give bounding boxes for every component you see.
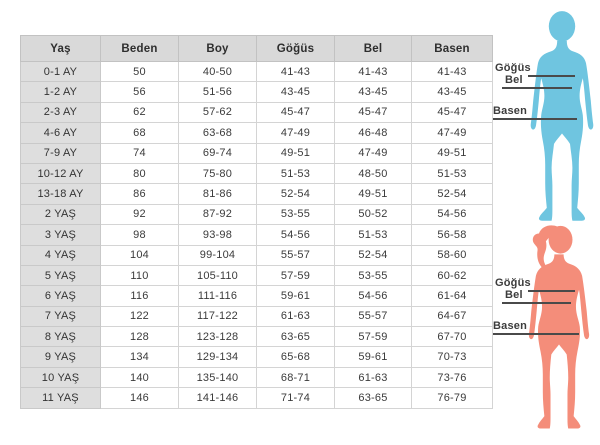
table-row <box>21 286 493 306</box>
value-cell: 75-80 <box>179 163 257 183</box>
value-cell: 76-79 <box>412 388 493 408</box>
girl-chest-label: Göğüs <box>495 277 531 289</box>
value-cell: 146 <box>101 388 179 408</box>
value-cell: 60-62 <box>412 265 493 285</box>
value-cell: 52-54 <box>257 184 335 204</box>
value-cell: 87-92 <box>179 204 257 224</box>
value-cell: 134 <box>101 347 179 367</box>
value-cell: 52-54 <box>335 245 412 265</box>
value-cell: 49-51 <box>257 143 335 163</box>
table-row <box>21 204 493 224</box>
value-cell: 47-49 <box>257 123 335 143</box>
age-cell: 7-9 AY <box>21 143 101 163</box>
table-row <box>21 347 493 367</box>
value-cell: 53-55 <box>335 265 412 285</box>
value-cell: 54-56 <box>257 225 335 245</box>
value-cell: 55-57 <box>257 245 335 265</box>
value-cell: 92 <box>101 204 179 224</box>
value-cell: 74 <box>101 143 179 163</box>
value-cell: 46-48 <box>335 123 412 143</box>
value-cell: 99-104 <box>179 245 257 265</box>
table-row <box>21 82 493 102</box>
col-header-hip: Basen <box>412 36 493 62</box>
value-cell: 50 <box>101 62 179 82</box>
value-cell: 110 <box>101 265 179 285</box>
table-row <box>21 184 493 204</box>
table-row <box>21 327 493 347</box>
age-cell: 6 YAŞ <box>21 286 101 306</box>
value-cell: 59-61 <box>335 347 412 367</box>
value-cell: 140 <box>101 367 179 387</box>
age-cell: 10-12 AY <box>21 163 101 183</box>
age-cell: 0-1 AY <box>21 62 101 82</box>
table-row <box>21 225 493 245</box>
value-cell: 70-73 <box>412 347 493 367</box>
value-cell: 128 <box>101 327 179 347</box>
value-cell: 63-65 <box>335 388 412 408</box>
value-cell: 41-43 <box>412 62 493 82</box>
col-header-age: Yaş <box>21 36 101 62</box>
value-cell: 51-56 <box>179 82 257 102</box>
value-cell: 54-56 <box>412 204 493 224</box>
size-table-header <box>21 36 493 62</box>
table-row <box>21 245 493 265</box>
value-cell: 55-57 <box>335 306 412 326</box>
value-cell: 45-47 <box>412 102 493 122</box>
value-cell: 86 <box>101 184 179 204</box>
girl-hip-measure <box>493 321 579 335</box>
header-row <box>21 36 493 62</box>
value-cell: 53-55 <box>257 204 335 224</box>
value-cell: 61-63 <box>335 367 412 387</box>
value-cell: 81-86 <box>179 184 257 204</box>
age-cell: 13-18 AY <box>21 184 101 204</box>
value-cell: 58-60 <box>412 245 493 265</box>
table-row <box>21 62 493 82</box>
value-cell: 61-63 <box>257 306 335 326</box>
value-cell: 105-110 <box>179 265 257 285</box>
age-cell: 1-2 AY <box>21 82 101 102</box>
value-cell: 52-54 <box>412 184 493 204</box>
boy-waist-line <box>502 87 572 89</box>
value-cell: 62 <box>101 102 179 122</box>
age-cell: 10 YAŞ <box>21 367 101 387</box>
boy-head <box>549 11 575 41</box>
age-cell: 7 YAŞ <box>21 306 101 326</box>
value-cell: 129-134 <box>179 347 257 367</box>
value-cell: 41-43 <box>335 62 412 82</box>
value-cell: 45-47 <box>335 102 412 122</box>
value-cell: 122 <box>101 306 179 326</box>
value-cell: 57-62 <box>179 102 257 122</box>
value-cell: 63-68 <box>179 123 257 143</box>
value-cell: 51-53 <box>335 225 412 245</box>
value-cell: 56 <box>101 82 179 102</box>
value-cell: 51-53 <box>412 163 493 183</box>
table-row <box>21 143 493 163</box>
value-cell: 49-51 <box>335 184 412 204</box>
value-cell: 80 <box>101 163 179 183</box>
age-cell: 8 YAŞ <box>21 327 101 347</box>
boy-hip-label: Basen <box>493 105 528 117</box>
girl-hip-label: Basen <box>493 320 528 332</box>
age-cell: 5 YAŞ <box>21 265 101 285</box>
girl-hip-line <box>493 333 579 335</box>
girl-head <box>549 226 573 254</box>
boy-hip-line <box>493 118 577 120</box>
boy-chest-label: Göğüs <box>495 62 531 74</box>
value-cell: 68 <box>101 123 179 143</box>
age-cell: 2 YAŞ <box>21 204 101 224</box>
value-cell: 49-51 <box>412 143 493 163</box>
value-cell: 104 <box>101 245 179 265</box>
col-header-waist: Bel <box>335 36 412 62</box>
value-cell: 51-53 <box>257 163 335 183</box>
value-cell: 61-64 <box>412 286 493 306</box>
value-cell: 71-74 <box>257 388 335 408</box>
size-table-body <box>21 62 493 409</box>
boy-waist-label: Bel <box>505 74 523 86</box>
age-cell: 4-6 AY <box>21 123 101 143</box>
boy-waist-measure <box>502 75 572 89</box>
value-cell: 65-68 <box>257 347 335 367</box>
value-cell: 43-45 <box>257 82 335 102</box>
size-table <box>20 35 493 409</box>
value-cell: 69-74 <box>179 143 257 163</box>
value-cell: 41-43 <box>257 62 335 82</box>
value-cell: 43-45 <box>335 82 412 102</box>
value-cell: 73-76 <box>412 367 493 387</box>
table-row <box>21 388 493 408</box>
value-cell: 63-65 <box>257 327 335 347</box>
value-cell: 54-56 <box>335 286 412 306</box>
value-cell: 135-140 <box>179 367 257 387</box>
table-row <box>21 102 493 122</box>
value-cell: 56-58 <box>412 225 493 245</box>
table-row <box>21 123 493 143</box>
age-cell: 3 YAŞ <box>21 225 101 245</box>
value-cell: 57-59 <box>257 265 335 285</box>
age-cell: 9 YAŞ <box>21 347 101 367</box>
girl-waist-line <box>502 302 571 304</box>
age-cell: 2-3 AY <box>21 102 101 122</box>
age-cell: 4 YAŞ <box>21 245 101 265</box>
col-header-height: Boy <box>179 36 257 62</box>
value-cell: 47-49 <box>335 143 412 163</box>
value-cell: 48-50 <box>335 163 412 183</box>
value-cell: 68-71 <box>257 367 335 387</box>
col-header-size: Beden <box>101 36 179 62</box>
age-cell: 11 YAŞ <box>21 388 101 408</box>
table-row <box>21 367 493 387</box>
boy-hip-measure <box>493 106 577 120</box>
value-cell: 67-70 <box>412 327 493 347</box>
value-cell: 57-59 <box>335 327 412 347</box>
value-cell: 111-116 <box>179 286 257 306</box>
value-cell: 59-61 <box>257 286 335 306</box>
value-cell: 93-98 <box>179 225 257 245</box>
value-cell: 50-52 <box>335 204 412 224</box>
value-cell: 47-49 <box>412 123 493 143</box>
value-cell: 117-122 <box>179 306 257 326</box>
table-row <box>21 265 493 285</box>
table-row <box>21 306 493 326</box>
value-cell: 43-45 <box>412 82 493 102</box>
value-cell: 123-128 <box>179 327 257 347</box>
value-cell: 40-50 <box>179 62 257 82</box>
value-cell: 116 <box>101 286 179 306</box>
value-cell: 64-67 <box>412 306 493 326</box>
value-cell: 98 <box>101 225 179 245</box>
table-row <box>21 163 493 183</box>
value-cell: 141-146 <box>179 388 257 408</box>
col-header-chest: Göğüs <box>257 36 335 62</box>
girl-waist-label: Bel <box>505 289 523 301</box>
value-cell: 45-47 <box>257 102 335 122</box>
girl-waist-measure <box>502 290 571 304</box>
